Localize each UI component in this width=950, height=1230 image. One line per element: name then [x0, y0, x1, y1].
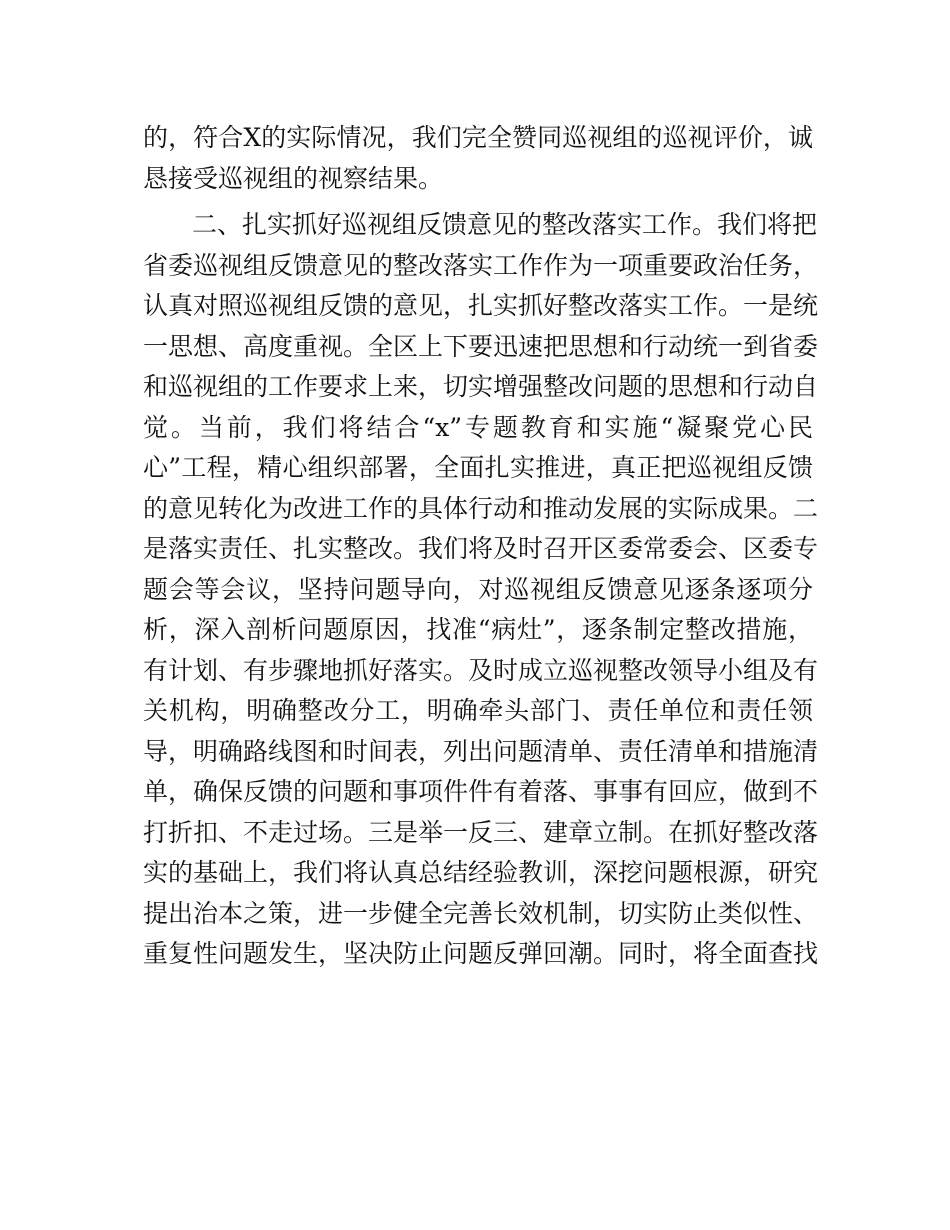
document-body: [143, 118, 819, 1096]
text-line: [143, 975, 813, 1016]
text-line: 析，深入剖析问题原因，找准“病灶”，逐条制定整改措施，: [143, 615, 813, 644]
text-line: 有计划、有步骤地抓好落实。及时成立巡视整改领导小组及有: [143, 655, 819, 685]
text-line: 单，确保反馈的问题和事项件件有着落、事事有回应，做到不: [143, 777, 819, 806]
text-line: 恳接受巡视组的视察结果。: [143, 163, 444, 193]
text-line: 关机构，明确整改分工，明确牵头部门、责任单位和责任领: [143, 696, 813, 725]
text-line: 心”工程，精心组织部署，全面扎实推进，真正把巡视组反馈: [143, 453, 813, 482]
text-line: 省委巡视组反馈意见的整改落实工作作为一项重要政治任务，: [143, 250, 819, 280]
text-line: 提出治本之策，进一步健全完善长效机制，切实防止类似性、: [143, 898, 819, 928]
text-line: 打折扣、不走过场。三是举一反三、建章立制。在抓好整改落: [143, 817, 819, 847]
text-line: 是落实责任、扎实整改。我们将及时召开区委常委会、区委专: [143, 534, 819, 563]
text-line: [143, 1056, 813, 1097]
text-line: 觉。当前，我们将结合“x”专题教育和实施“凝聚党心民: [143, 412, 813, 442]
paragraph-2: [143, 205, 819, 1096]
text-line: 一思想、高度重视。全区上下要迅速把思想和行动统一到省委: [143, 331, 819, 361]
text-line: 题会等会议，坚持问题导向，对巡视组反馈意见逐条逐项分: [143, 574, 813, 604]
text-line: [143, 1015, 813, 1056]
text-line: 的，符合X的实际情况，我们完全赞同巡视组的巡视评价，诚: [143, 123, 813, 152]
text-line: 的意见转化为改进工作的具体行动和推动发展的实际成果。二: [143, 493, 819, 523]
text-line: 导，明确路线图和时间表，列出问题清单、责任清单和措施清: [143, 736, 819, 766]
text-line: 实的基础上，我们将认真总结经验教训，深挖问题根源，研究: [143, 858, 819, 887]
text-line: 认真对照巡视组反馈的意见，扎实抓好整改落实工作。一是统: [143, 291, 819, 320]
text-line: 二、扎实抓好巡视组反馈意见的整改落实工作。我们将把: [192, 210, 818, 239]
paragraph-1: [143, 118, 813, 199]
text-line: 和巡视组的工作要求上来，切实增强整改问题的思想和行动自: [143, 372, 819, 401]
text-line: 重复性问题发生，坚决防止问题反弹回潮。同时，将全面查找: [143, 939, 819, 968]
